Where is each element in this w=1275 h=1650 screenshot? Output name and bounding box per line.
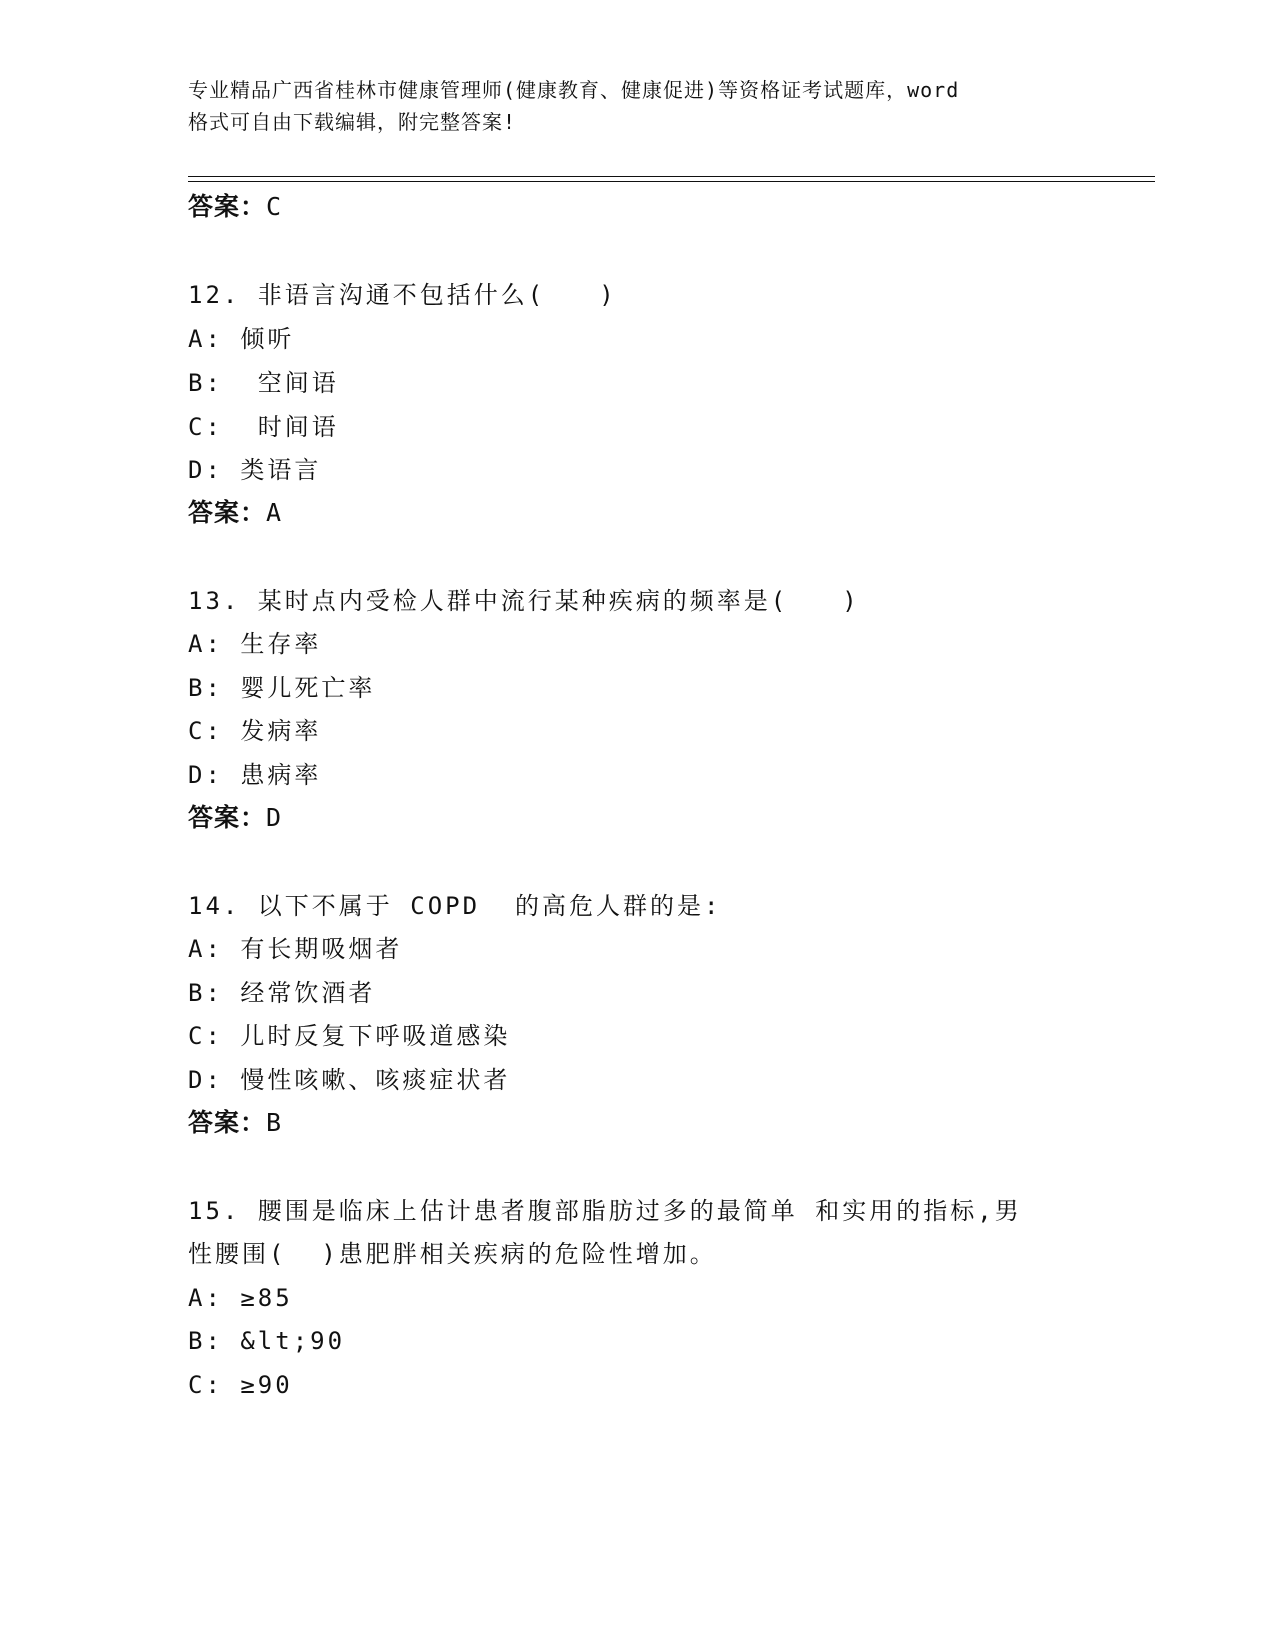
- question-14-stem: 14. 以下不属于 COPD 的高危人群的是:: [188, 892, 722, 920]
- answer-label: 答案：: [188, 498, 267, 527]
- question-14-option-c: C: 儿时反复下呼吸道感染: [188, 1022, 511, 1050]
- question-14-option-a: A: 有长期吸烟者: [188, 935, 403, 963]
- answer-value: C: [266, 192, 283, 221]
- page-header: [188, 74, 1088, 138]
- answer-label: 答案：: [188, 1108, 267, 1137]
- header-rule-bottom: [188, 181, 1155, 182]
- question-12-answer: [188, 498, 282, 528]
- question-13-option-d: D: 患病率: [188, 761, 322, 789]
- answer-value: D: [266, 803, 283, 832]
- question-13-stem: 13. 某时点内受检人群中流行某种疾病的频率是( ): [188, 587, 860, 615]
- answer-line: [188, 192, 282, 222]
- header-line-1: 专业精品广西省桂林市健康管理师(健康教育、健康促进)等资格证考试题库，word: [188, 78, 960, 102]
- answer-label: 答案：: [188, 803, 267, 832]
- header-rule-top: [188, 176, 1155, 177]
- question-14-answer: [188, 1108, 282, 1138]
- question-12-option-b: B: 空间语: [188, 369, 339, 397]
- question-15-stem-line-1: 15. 腰围是临床上估计患者腹部脂肪过多的最简单 和实用的指标,男: [188, 1197, 1022, 1225]
- answer-value: A: [266, 498, 283, 527]
- question-12-option-a: A: 倾听: [188, 325, 295, 353]
- question-12-option-c: C: 时间语: [188, 413, 339, 441]
- answer-value: B: [266, 1108, 283, 1137]
- question-15-option-c: C: ≥90: [188, 1371, 293, 1399]
- answer-label: 答案：: [188, 192, 267, 221]
- question-13-option-c: C: 发病率: [188, 717, 322, 745]
- question-13-option-a: A: 生存率: [188, 630, 322, 658]
- header-line-2: 格式可自由下载编辑，附完整答案!: [188, 110, 517, 134]
- question-12-option-d: D: 类语言: [188, 456, 322, 484]
- question-14-option-d: D: 慢性咳嗽、咳痰症状者: [188, 1066, 511, 1094]
- question-12-stem: 12. 非语言沟通不包括什么( ): [188, 281, 617, 309]
- question-15-option-b: B: &lt;90: [188, 1327, 346, 1355]
- question-15-option-a: A: ≥85: [188, 1284, 293, 1312]
- question-13-answer: [188, 803, 282, 833]
- question-15-stem-line-2: 性腰围( )患肥胖相关疾病的危险性增加。: [188, 1240, 717, 1268]
- question-13-option-b: B: 婴儿死亡率: [188, 674, 376, 702]
- question-14-option-b: B: 经常饮酒者: [188, 979, 376, 1007]
